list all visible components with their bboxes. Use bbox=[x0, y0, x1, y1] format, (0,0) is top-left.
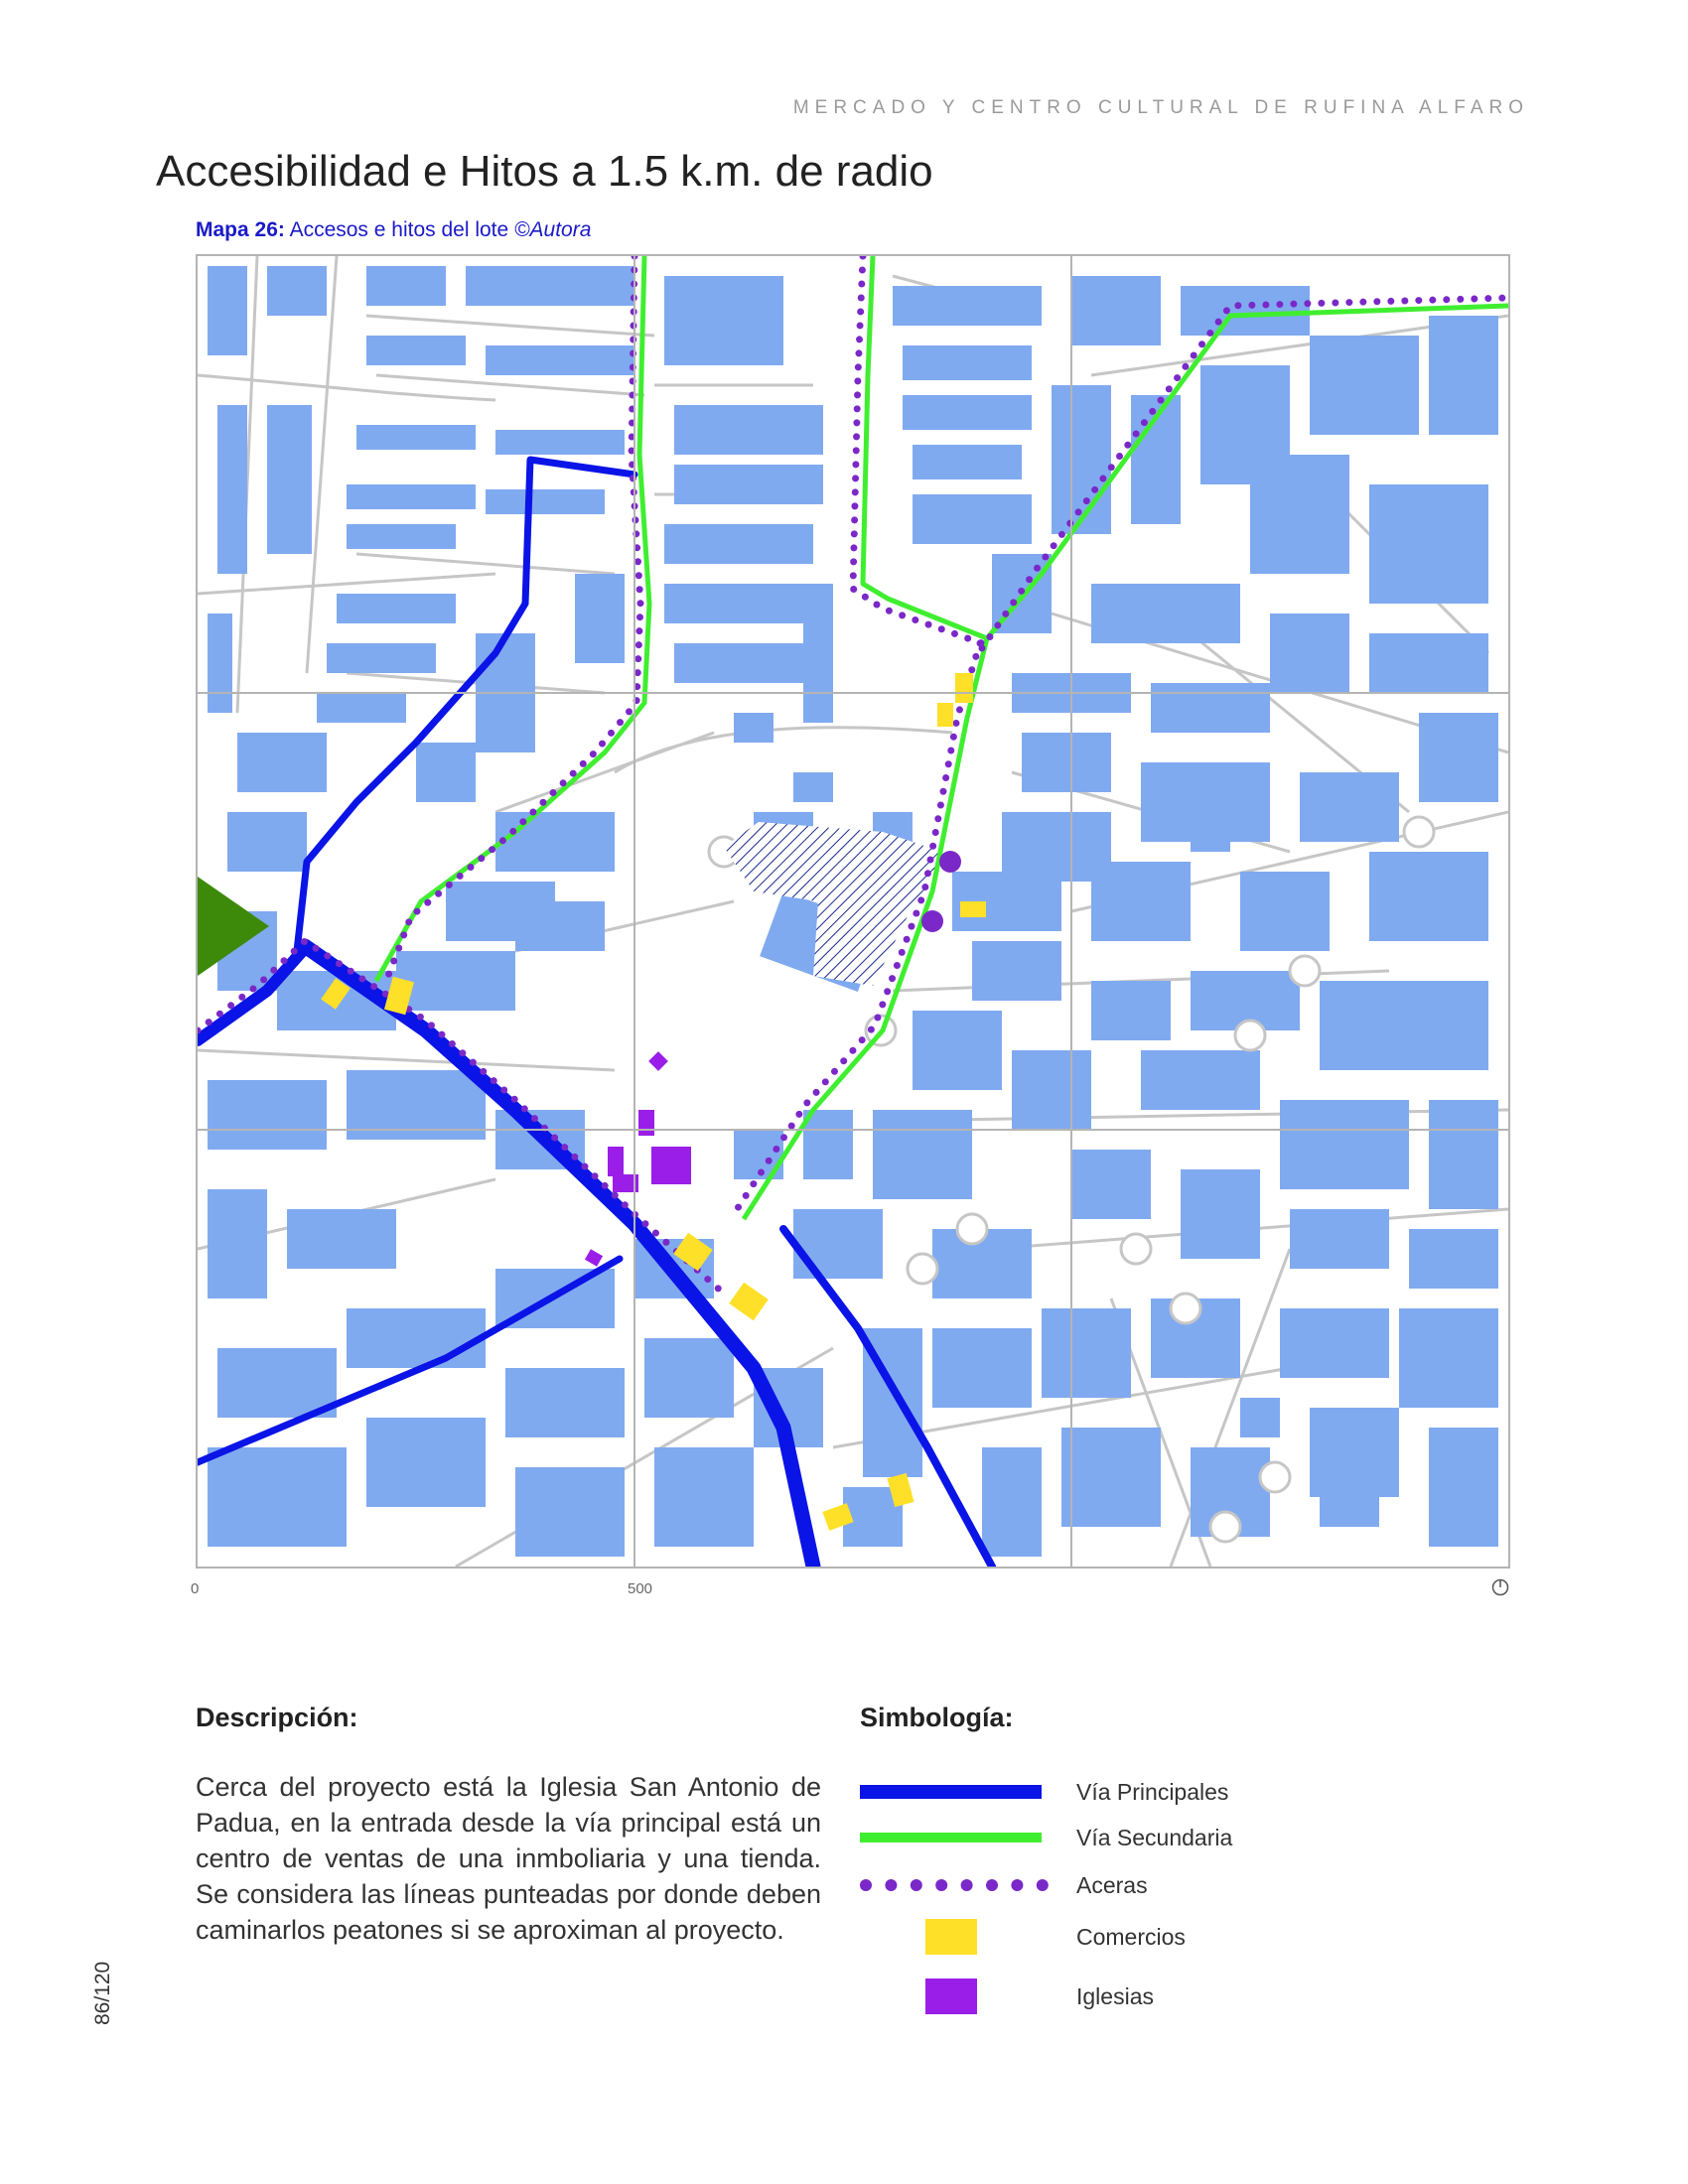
legend-item-churches bbox=[860, 1972, 1416, 2021]
legend-item-commerce bbox=[860, 1912, 1416, 1962]
scale-label-start: 0 bbox=[191, 1580, 200, 1597]
map-caption-author: ©Autora bbox=[514, 218, 592, 241]
map-canvas bbox=[198, 256, 1508, 1567]
map-caption-label: Mapa 26: bbox=[196, 218, 285, 241]
legend-label-secondary-road: Vía Secundaria bbox=[1076, 1825, 1233, 1850]
commerce-square-icon bbox=[860, 1912, 1049, 1962]
main-road-line-icon bbox=[860, 1767, 1049, 1817]
legend-label-commerce: Comercios bbox=[1076, 1924, 1186, 1950]
legend-label-sidewalks: Aceras bbox=[1076, 1872, 1148, 1898]
description-text: Cerca del proyecto está la Iglesia San Antonio de Padua, en la entrada desde la vía principal está un centro de ventas de una inmboliaria y una tienda. Se considera las líneas punteadas por donde deben caminarlos peatones si se aproximan al proyecto. bbox=[196, 1772, 821, 1945]
church-square-icon bbox=[860, 1972, 1049, 2021]
legend-item-secondary-road bbox=[860, 1813, 1416, 1862]
description-heading: Descripción: bbox=[196, 1703, 358, 1732]
map bbox=[196, 254, 1510, 1569]
legend-label-main-road: Vía Principales bbox=[1076, 1779, 1229, 1805]
legend bbox=[860, 1767, 1416, 2025]
running-header: MERCADO Y CENTRO CULTURAL DE RUFINA ALFARO bbox=[792, 97, 1529, 118]
north-compass-icon bbox=[1491, 1578, 1509, 1596]
dotted-line-icon bbox=[860, 1860, 1049, 1910]
legend-item-main-road bbox=[860, 1767, 1416, 1817]
legend-heading: Simbología: bbox=[860, 1703, 1014, 1732]
map-caption-text: Accesos e hitos del lote bbox=[289, 218, 509, 241]
secondary-road-line-icon bbox=[860, 1813, 1049, 1862]
legend-item-sidewalks bbox=[860, 1860, 1416, 1910]
page-title: Accesibilidad e Hitos a 1.5 k.m. de radio bbox=[156, 147, 933, 196]
legend-label-churches: Iglesias bbox=[1076, 1983, 1154, 2009]
map-caption bbox=[196, 218, 591, 242]
page-number: 86/120 bbox=[91, 1961, 114, 2025]
scale-label-mid: 500 bbox=[628, 1580, 653, 1597]
